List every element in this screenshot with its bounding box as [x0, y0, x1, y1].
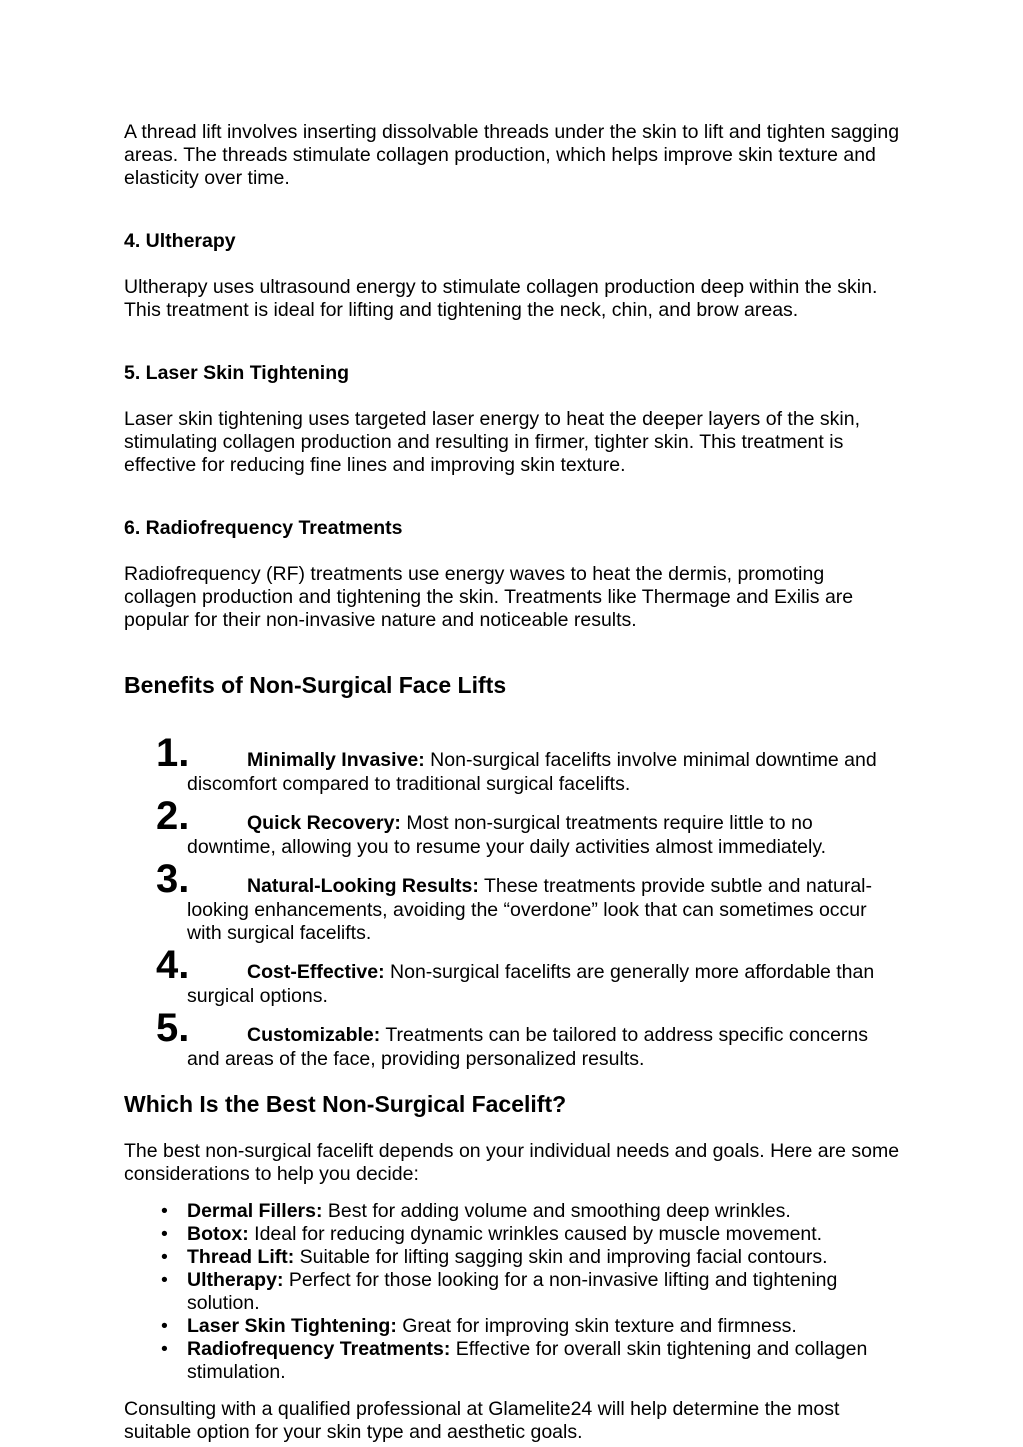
- closing-paragraph: Consulting with a qualified professional at Glamelite24 will help determine the most suitable option for your skin type and aesthetic goals.: [124, 1398, 840, 1443]
- benefit-label: Minimally Invasive:: [247, 749, 425, 771]
- best-section-title: Which Is the Best Non-Surgical Facelift?: [124, 1091, 567, 1117]
- treatment-heading-laser: 5. Laser Skin Tightening: [124, 362, 350, 384]
- benefit-item-5: [124, 1008, 902, 1071]
- benefit-number: 1.: [156, 731, 190, 775]
- option-thread-lift: [187, 1246, 902, 1269]
- treatment-body-ultherapy: Ultherapy uses ultrasound energy to stimulate collagen production deep within the skin. This treatment is ideal for lifting and tightening the neck, chin, and brow areas.: [124, 276, 878, 321]
- option-text: Ideal for reducing dynamic wrinkles caused by muscle movement.: [254, 1223, 823, 1245]
- treatment-body-radiofrequency: Radiofrequency (RF) treatments use energy waves to heat the dermis, promoting collagen production and tightening the skin. Treatments like Thermage and Exilis are popular for their non-invasive nature and noticeable results.: [124, 563, 854, 631]
- benefit-text: Non-surgical facelifts are generally more affordable than surgical options.: [187, 961, 875, 1007]
- intro-paragraph: A thread lift involves inserting dissolvable threads under the skin to lift and tighten sagging areas. The threads stimulate collagen production, which helps improve skin texture and elasticity over time.: [124, 121, 900, 189]
- options-list: [124, 1200, 902, 1384]
- option-text: Great for improving skin texture and firmness.: [402, 1315, 797, 1337]
- benefit-number: 3.: [156, 857, 190, 901]
- benefit-item-4: [124, 945, 902, 1008]
- option-text: Effective for overall skin tightening and collagen stimulation.: [187, 1338, 868, 1383]
- benefit-text: Non-surgical facelifts involve minimal downtime and discomfort compared to traditional surgical facelifts.: [187, 749, 877, 795]
- benefit-text: Treatments can be tailored to address specific concerns and areas of the face, providing personalized results.: [187, 1024, 869, 1070]
- option-dermal-fillers: [187, 1200, 902, 1223]
- benefit-number: 2.: [156, 794, 190, 838]
- option-ultherapy: [187, 1269, 902, 1315]
- benefit-item-3: [124, 859, 902, 945]
- benefits-section-title: Benefits of Non-Surgical Face Lifts: [124, 672, 507, 698]
- option-botox: [187, 1223, 902, 1246]
- option-radiofrequency-treatments: [187, 1338, 902, 1384]
- benefit-label: Quick Recovery:: [247, 812, 401, 834]
- treatment-heading-radiofrequency: 6. Radiofrequency Treatments: [124, 517, 403, 539]
- benefit-text: Most non-surgical treatments require little to no downtime, allowing you to resume your daily activities almost immediately.: [187, 812, 827, 858]
- option-label: Thread Lift:: [187, 1246, 295, 1268]
- option-label: Laser Skin Tightening:: [187, 1315, 397, 1337]
- benefits-list: [124, 733, 902, 1071]
- option-laser-skin-tightening: [187, 1315, 902, 1338]
- benefit-label: Cost-Effective:: [247, 961, 385, 983]
- benefit-number: 5.: [156, 1006, 190, 1050]
- option-text: Suitable for lifting sagging skin and improving facial contours.: [299, 1246, 828, 1268]
- benefit-label: Natural-Looking Results:: [247, 875, 479, 897]
- option-text: Perfect for those looking for a non-invasive lifting and tightening solution.: [187, 1269, 838, 1314]
- benefit-item-2: [124, 796, 902, 859]
- option-label: Ultherapy:: [187, 1269, 284, 1291]
- benefit-number: 4.: [156, 943, 190, 987]
- treatment-heading-ultherapy: 4. Ultherapy: [124, 230, 236, 252]
- option-label: Radiofrequency Treatments:: [187, 1338, 451, 1360]
- option-text: Best for adding volume and smoothing deep wrinkles.: [327, 1200, 791, 1222]
- treatment-body-laser: Laser skin tightening uses targeted laser energy to heat the deeper layers of the skin, stimulating collagen production and resulting in firmer, tighter skin. This treatment is effective for reducing fine lines and improving skin texture.: [124, 408, 861, 476]
- benefit-text: These treatments provide subtle and natural-looking enhancements, avoiding the “overdone” look that can sometimes occur with surgical facelifts.: [187, 875, 872, 944]
- option-label: Dermal Fillers:: [187, 1200, 323, 1222]
- option-label: Botox:: [187, 1223, 249, 1245]
- benefit-label: Customizable:: [247, 1024, 381, 1046]
- best-section-intro: The best non-surgical facelift depends on your individual needs and goals. Here are some considerations to help you decide:: [124, 1140, 900, 1185]
- benefit-item-1: [124, 733, 902, 796]
